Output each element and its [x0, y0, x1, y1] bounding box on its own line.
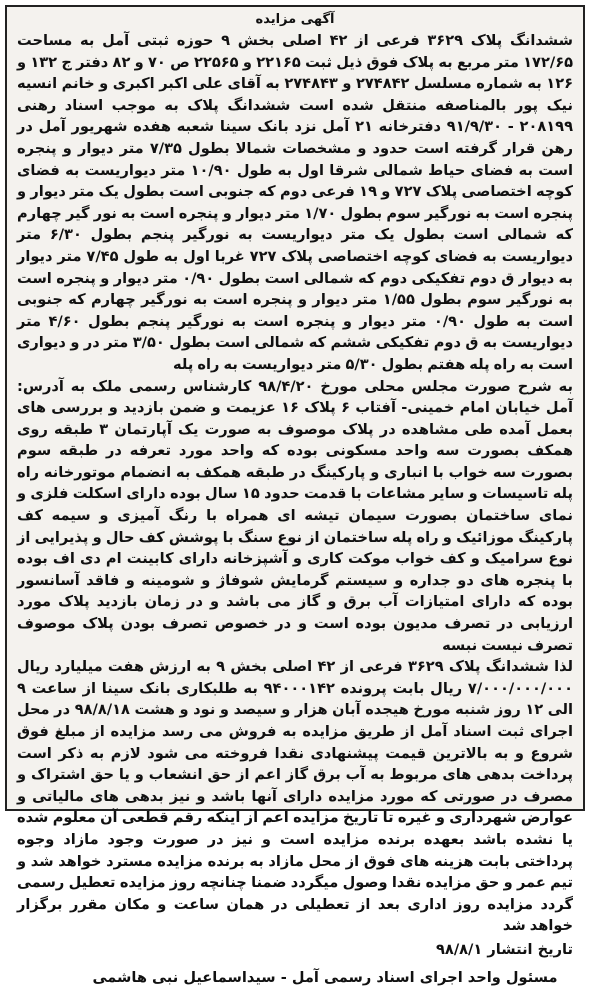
- notice-body: [17, 30, 573, 937]
- publish-date: تاریخ انتشار ۹۸/۸/۱: [436, 940, 573, 958]
- notice-title: آگهی مزایده: [255, 12, 335, 27]
- notice-paragraph-property: ششدانگ پلاک ۳۶۲۹ فرعی از ۴۲ اصلی بخش ۹ حوزه ثبتی آمل به مساحت ۱۷۲/۶۵ متر مربع به پلاک فوق ذیل ثبت ۲۲۱۶۵ و ۲۲۵۶۵ ص ۷۰ و ۸۲ دفتر ج ۱۳۲ و ۱۲۶ به شماره مسلسل ۲۷۴۸۴۲ و ۲۷۴۸۴۳ به آقای علی اکبر اکبری و خانم انسیه نیک پور بالمناصفه منتقل شده است ششدانگ پلاک به موجب اسناد رهنی ۲۰۸۱۹۹ - ۹۱/۹/۳۰ دفترخانه ۲۱ آمل نزد بانک سینا شعبه هفده شهریور آمل در رهن قرار گرفته است حدود و مشخصات شمالا بطول ۷/۳۵ متر دیوار و پنجره است به فضای حیاط شمالی شرقا اول به طول ۱۰/۹۰ متر دیواریست به فضای کوچه اختصاصی پلاک ۷۲۷ و ۱۹ فرعی دوم که جنوبی است بطول یک متر دیوار و پنجره است به نورگیر سوم بطول ۱/۷۰ متر دیوار و پنجره است به نور گیر چهارم که شمالی است بطول یک متر دیواریست به نورگیر پنجم بطول ۶/۳۰ متر دیواریست به فضای کوچه اختصاصی پلاک ۷۲۷ غربا اول به طول ۷/۴۵ متر دیوار به دیوار ق دوم تفکیکی دوم که شمالی است بطول ۰/۹۰ متر دیوار و پنجره است به نورگیر سوم بطول ۱/۵۵ متر دیوار و پنجره است به نورگیر چهارم که جنوبی است به طول ۰/۹۰ متر دیوار و پنجره است به نورگیر پنجم بطول ۴/۶۰ متر دیواریست به ق دوم تفکیکی ششم که شمالی است بطول ۳/۵۰ متر در و دیواری است به راه پله هفتم بطول ۵/۳۰ متر دیواریست به راه پله: [17, 32, 574, 373]
- auction-notice: [5, 5, 585, 986]
- signature-line: مسئول واحد اجرای اسناد رسمی آمل - سیداسماعیل نبی هاشمی: [92, 968, 558, 986]
- notice-paragraph-auction-terms: لذا ششدانگ پلاک ۳۶۲۹ فرعی از ۴۲ اصلی بخش ۹ به ارزش هفت میلیارد ریال ۷/۰۰۰/۰۰۰/۰۰۰ ریال بابت پرونده ۹۴۰۰۰۱۴۲ به طلبکاری بانک سینا از ساعت ۹ الی ۱۲ روز شنبه مورخ هیجده آبان هزار و سیصد و نود و هشت ۹۸/۸/۱۸ در محل اجرای ثبت اسناد آمل از طریق مزایده به فروش می رسد مزایده از مبلغ فوق شروع و به بالاترین قیمت پیشنهادی نقدا فروخته می شود لازم به ذکر است پرداخت بدهی های مربوط به آب برق گاز اعم از حق انشعاب و یا حق اشتراک و مصرف در صورتی که مورد مزایده دارای آنها باشد و نیز بدهی های مالیاتی و عوارض شهرداری و غیره تا تاریخ مزایده اعم از اینکه رقم قطعی آن معلوم شده یا نشده باشد بعهده برنده مزایده است و نیز در صورت وجود مازاد وجوه پرداختی بابت هزینه های فوق از محل مازاد به برنده مزایده مسترد خواهد شد و تیم عمر و حق مزایده نقدا وصول میگردد ضمنا چنانچه روز مزایده تعطیل رسمی گردد مزایده روز اداری بعد از تعطیلی در همان ساعت و مکان مقرر برگزار خواهد شد: [17, 658, 574, 935]
- notice-paragraph-appraisal: به شرح صورت مجلس محلی مورخ ۹۸/۴/۲۰ کارشناس رسمی ملک به آدرس: آمل خیابان امام خمینی- آفتاب ۶ پلاک ۱۶ عزیمت و ضمن بازدید و بررسی های بعمل آمده طی مشاهده در پلاک موصوف به صورت یک آپارتمان ۳ طبقه روی همکف بصورت سه واحد مسکونی بوده که واحد مورد تعرفه در طبقه سوم بصورت سه خواب با انباری و پارکینگ در طبقه همکف به انضمام موتورخانه راه پله تاسیسات و سایر مشاعات با قدمت حدود ۱۵ سال بوده دارای اسکلت فلزی و نمای ساختمان بصورت سیمان تیشه ای همراه با رنگ آمیزی و سیمه کف پارکینگ موزائیک و راه پله ساختمان از نوع سنگ با پوشش کف حال و پذیرایی از نوع سرامیک و کف خواب موکت کاری و آشپزخانه دارای کابینت ام دی اف بوده با پنجره های دو جداره و سیستم گرمایش شوفاژ و شومینه و فاقد آسانسور بوده که دارای امتیازات آب برق و گاز می باشد و در زمان بازدید پلاک مورد ارزیابی در تصرف مدیون بوده است و در خصوص تصرف بودن پلاک موصوف تصرف نیست نبسه: [17, 377, 573, 654]
